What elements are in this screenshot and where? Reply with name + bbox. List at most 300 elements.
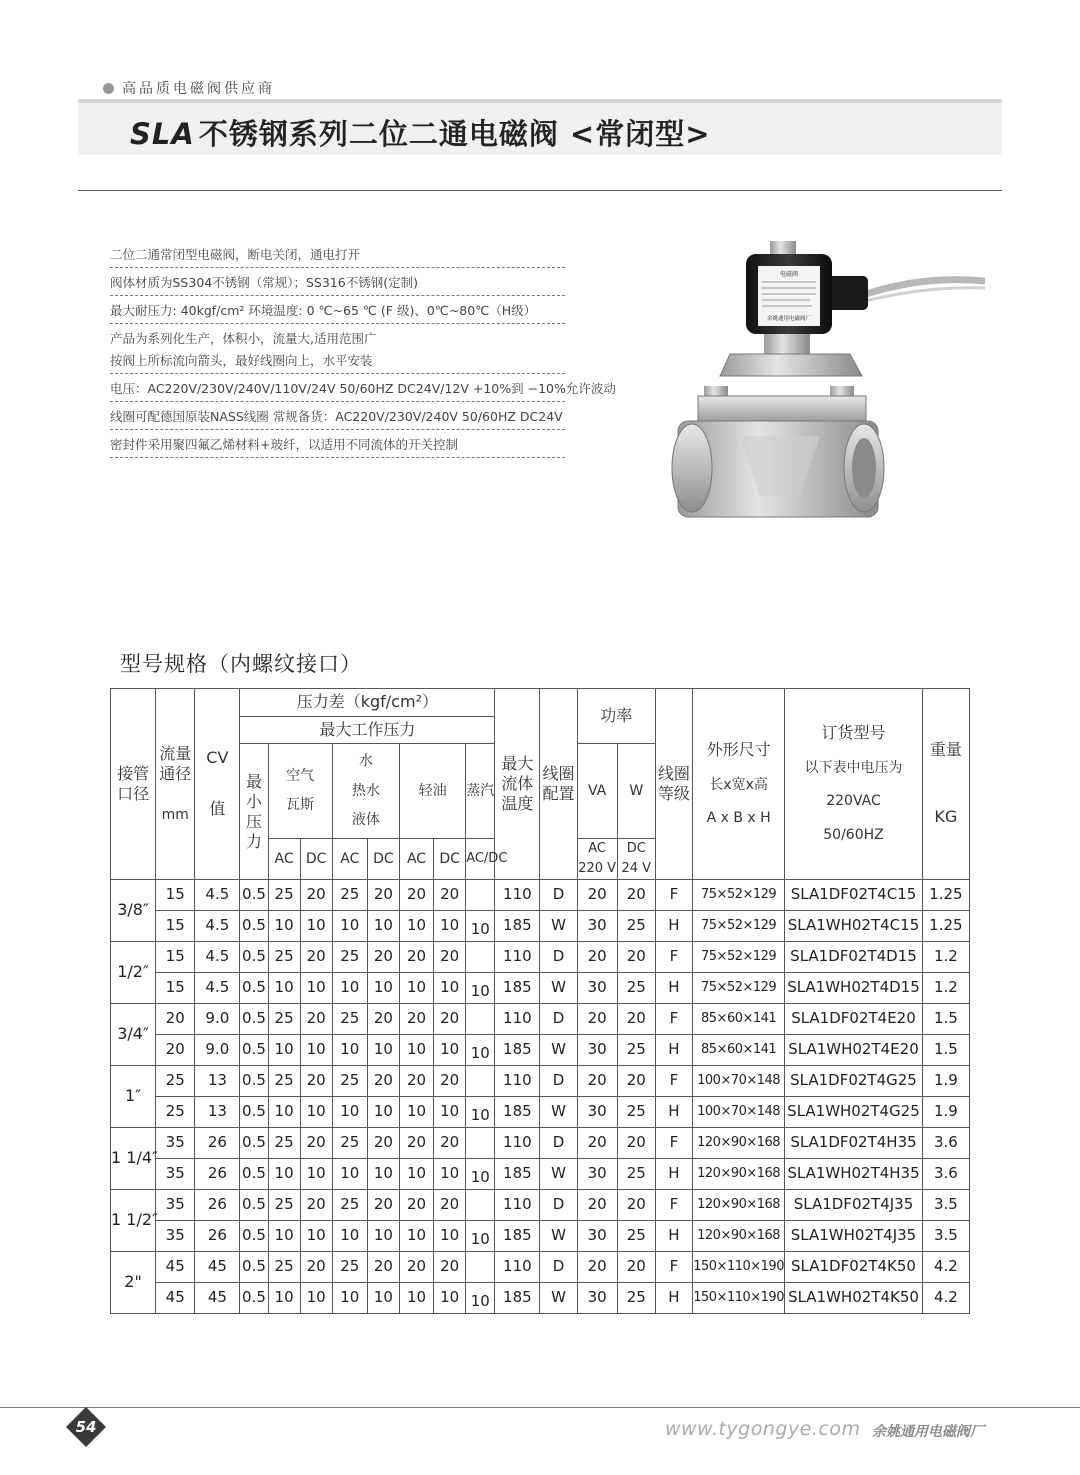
header-hot-water: 热水: [351, 782, 380, 799]
page-number-badge: [64, 1405, 108, 1449]
cell-coil-config: D: [540, 942, 577, 973]
cell-power-va: 20: [577, 1004, 617, 1035]
cell-order-model: SLA1WH02T4K50: [785, 1283, 922, 1314]
cell-water-dc: 20: [367, 1128, 399, 1159]
cell-water-ac: 10: [332, 1097, 367, 1128]
cell-coil-grade: F: [655, 1252, 692, 1283]
cell-power-w: 25: [617, 911, 655, 942]
cell-air-dc: 20: [300, 1066, 332, 1097]
cell-power-va: 20: [577, 1252, 617, 1283]
cell-water-dc: 10: [367, 1159, 399, 1190]
cell-cv-value: 26: [195, 1128, 240, 1159]
cell-oil-ac: 10: [399, 973, 433, 1004]
cell-oil-ac: 10: [399, 1221, 433, 1252]
cell-oil-dc: 20: [434, 1066, 466, 1097]
page-number: 54: [75, 1418, 97, 1436]
cell-air-ac: 10: [268, 1283, 300, 1314]
cell-water-ac: 10: [332, 973, 367, 1004]
cell-air-ac: 25: [268, 1004, 300, 1035]
cell-min-pressure: 0.5: [240, 880, 268, 911]
cell-power-w: 20: [617, 1190, 655, 1221]
cell-coil-grade: F: [655, 1066, 692, 1097]
table-row: [111, 942, 970, 973]
cell-water-ac: 25: [332, 1066, 367, 1097]
header-ac: AC: [332, 839, 367, 880]
cell-max-temp: 110: [495, 1252, 540, 1283]
cell-weight: 1.25: [922, 911, 969, 942]
cell-min-pressure: 0.5: [240, 1159, 268, 1190]
cell-water-dc: 10: [367, 973, 399, 1004]
cell-power-va: 20: [577, 942, 617, 973]
cell-order-model: SLA1DF02T4J35: [785, 1190, 922, 1221]
cell-air-dc: 10: [300, 973, 332, 1004]
cell-coil-config: D: [540, 880, 577, 911]
cell-steam: 10: [466, 1221, 495, 1252]
cell-air-ac: 10: [268, 911, 300, 942]
cell-water-dc: 10: [367, 1035, 399, 1066]
header-max-working-pressure: 最大工作压力: [240, 717, 495, 744]
table-row: [111, 1159, 970, 1190]
cell-cv-value: 13: [195, 1097, 240, 1128]
cell-oil-dc: 10: [434, 1221, 466, 1252]
cell-max-temp: 185: [495, 911, 540, 942]
cell-oil-dc: 10: [434, 1283, 466, 1314]
cell-oil-dc: 20: [434, 1190, 466, 1221]
cell-oil-ac: 10: [399, 1097, 433, 1128]
cell-water-ac: 10: [332, 1283, 367, 1314]
bullet-dot-icon: [103, 83, 114, 94]
cell-steam: [466, 942, 495, 973]
cell-min-pressure: 0.5: [240, 1128, 268, 1159]
cell-flow-diameter: 15: [156, 973, 195, 1004]
cell-cv-value: 26: [195, 1190, 240, 1221]
cell-weight: 4.2: [922, 1252, 969, 1283]
cell-coil-config: W: [540, 911, 577, 942]
cell-coil-config: D: [540, 1190, 577, 1221]
header-dc: DC: [367, 839, 399, 880]
cell-coil-grade: H: [655, 973, 692, 1004]
table-row: [111, 1035, 970, 1066]
cell-cv-value: 26: [195, 1221, 240, 1252]
table-row: [111, 880, 970, 911]
cell-flow-diameter: 15: [156, 942, 195, 973]
cell-power-va: 30: [577, 1283, 617, 1314]
cell-water-dc: 10: [367, 1097, 399, 1128]
cell-pipe-size: 1/2″: [111, 942, 156, 1004]
header-dims-sub2: A x B x H: [706, 810, 771, 827]
header-air: 空气: [286, 767, 315, 784]
cell-dimensions: 150×110×190: [692, 1252, 784, 1283]
cell-coil-config: D: [540, 1128, 577, 1159]
header-power: 功率: [577, 689, 655, 744]
cell-steam: [466, 1128, 495, 1159]
cell-water-dc: 20: [367, 942, 399, 973]
cell-power-va: 30: [577, 1221, 617, 1252]
cell-cv-value: 4.5: [195, 911, 240, 942]
cell-oil-ac: 20: [399, 1190, 433, 1221]
header-pipe-size: 接管口径: [111, 689, 156, 880]
cell-water-dc: 20: [367, 1066, 399, 1097]
header-flow-unit: mm: [161, 806, 189, 823]
footer-url[interactable]: www.tygongye.com: [665, 1418, 861, 1440]
cell-oil-ac: 20: [399, 880, 433, 911]
cell-flow-diameter: 15: [156, 880, 195, 911]
cell-air-ac: 10: [268, 1097, 300, 1128]
header-water: [332, 744, 399, 839]
cell-air-ac: 25: [268, 1066, 300, 1097]
cell-dimensions: 150×110×190: [692, 1283, 784, 1314]
cell-pipe-size: 2": [111, 1252, 156, 1314]
cell-water-dc: 20: [367, 1004, 399, 1035]
cell-air-dc: 20: [300, 1190, 332, 1221]
cell-oil-ac: 20: [399, 1004, 433, 1035]
cell-dimensions: 120×90×168: [692, 1159, 784, 1190]
table-row: [111, 1066, 970, 1097]
cell-dimensions: 100×70×148: [692, 1097, 784, 1128]
cell-oil-ac: 10: [399, 1035, 433, 1066]
cell-min-pressure: 0.5: [240, 973, 268, 1004]
header-ac: AC: [268, 839, 300, 880]
cell-air-dc: 10: [300, 1283, 332, 1314]
cell-power-w: 25: [617, 1221, 655, 1252]
cell-cv-value: 13: [195, 1066, 240, 1097]
cell-water-ac: 25: [332, 1004, 367, 1035]
cell-oil-ac: 20: [399, 1066, 433, 1097]
header-divider: [78, 190, 1002, 191]
cell-power-va: 20: [577, 880, 617, 911]
cell-max-temp: 110: [495, 1128, 540, 1159]
cell-power-w: 25: [617, 1035, 655, 1066]
cell-coil-config: D: [540, 1066, 577, 1097]
cell-water-ac: 10: [332, 911, 367, 942]
cell-min-pressure: 0.5: [240, 942, 268, 973]
cell-power-va: 20: [577, 1128, 617, 1159]
header-dc: DC: [300, 839, 332, 880]
cell-min-pressure: 0.5: [240, 1066, 268, 1097]
cell-max-temp: 110: [495, 1004, 540, 1035]
solenoid-valve-image: [660, 236, 990, 536]
cell-steam: [466, 1066, 495, 1097]
coil-label-title: 电磁阀: [779, 271, 799, 278]
cell-coil-config: D: [540, 1004, 577, 1035]
cell-coil-grade: H: [655, 1097, 692, 1128]
header-order-model: [785, 689, 922, 880]
cell-dimensions: 120×90×168: [692, 1221, 784, 1252]
cell-water-dc: 10: [367, 1221, 399, 1252]
cell-coil-config: W: [540, 973, 577, 1004]
header-dims-sub1: 长x宽x高: [709, 776, 768, 793]
cell-weight: 3.5: [922, 1190, 969, 1221]
cell-order-model: SLA1DF02T4K50: [785, 1252, 922, 1283]
footer-company: 余姚通用电磁阀厂: [872, 1424, 984, 1440]
cell-oil-dc: 20: [434, 942, 466, 973]
cell-min-pressure: 0.5: [240, 1097, 268, 1128]
cell-power-va: 30: [577, 1035, 617, 1066]
table-row: [111, 1128, 970, 1159]
cell-air-ac: 10: [268, 973, 300, 1004]
cell-air-ac: 10: [268, 1221, 300, 1252]
cell-water-dc: 10: [367, 911, 399, 942]
cell-air-dc: 10: [300, 1035, 332, 1066]
cell-power-w: 20: [617, 1128, 655, 1159]
header-cv: [195, 689, 240, 880]
cell-cv-value: 4.5: [195, 942, 240, 973]
header-weight-text: 重量: [929, 740, 962, 759]
cell-order-model: SLA1DF02T4D15: [785, 942, 922, 973]
cell-coil-grade: H: [655, 1221, 692, 1252]
cell-power-w: 20: [617, 1066, 655, 1097]
cell-coil-config: W: [540, 1097, 577, 1128]
cell-oil-ac: 20: [399, 942, 433, 973]
cell-order-model: SLA1WH02T4G25: [785, 1097, 922, 1128]
cell-flow-diameter: 15: [156, 911, 195, 942]
cell-air-ac: 25: [268, 1252, 300, 1283]
cell-weight: 1.5: [922, 1004, 969, 1035]
cell-order-model: SLA1DF02T4G25: [785, 1066, 922, 1097]
header-pressure-diff: 压力差（kgf/cm²）: [240, 689, 495, 717]
cell-flow-diameter: 35: [156, 1159, 195, 1190]
header-liquid: 液体: [351, 812, 380, 829]
cell-cv-value: 26: [195, 1159, 240, 1190]
cell-coil-grade: H: [655, 911, 692, 942]
cell-flow-diameter: 25: [156, 1066, 195, 1097]
cell-water-dc: 10: [367, 1283, 399, 1314]
table-row: [111, 1097, 970, 1128]
cell-power-va: 20: [577, 1190, 617, 1221]
cell-coil-config: W: [540, 1283, 577, 1314]
cell-max-temp: 185: [495, 1097, 540, 1128]
cell-water-dc: 20: [367, 1252, 399, 1283]
cell-cv-value: 9.0: [195, 1004, 240, 1035]
cell-pipe-size: 3/4″: [111, 1004, 156, 1066]
cell-air-dc: 20: [300, 1004, 332, 1035]
cell-steam: 10: [466, 1035, 495, 1066]
cell-oil-dc: 10: [434, 1159, 466, 1190]
cell-air-dc: 10: [300, 911, 332, 942]
cell-cv-value: 45: [195, 1283, 240, 1314]
cell-air-dc: 20: [300, 1252, 332, 1283]
footer-divider: [0, 1407, 1080, 1408]
header-flow-diameter: [156, 689, 195, 880]
description-line: 二位二通常闭型电磁阀，断电关闭，通电打开: [110, 244, 565, 268]
header-cv-text: CV: [206, 748, 229, 768]
cell-coil-grade: F: [655, 1128, 692, 1159]
cell-air-ac: 10: [268, 1159, 300, 1190]
header-steam: 蒸汽: [466, 744, 495, 839]
cell-max-temp: 185: [495, 973, 540, 1004]
cell-order-model: SLA1WH02T4D15: [785, 973, 922, 1004]
cell-water-ac: 10: [332, 1035, 367, 1066]
cell-min-pressure: 0.5: [240, 1283, 268, 1314]
header-order-sub2: 220VAC: [826, 793, 881, 810]
cell-coil-grade: H: [655, 1159, 692, 1190]
cell-power-w: 20: [617, 942, 655, 973]
cell-max-temp: 185: [495, 1221, 540, 1252]
cell-max-temp: 110: [495, 880, 540, 911]
description-line: 最大耐压力: 40kgf/cm² 环境温度: 0 ℃~65 ℃ (F 级)、0℃~80℃（H级）: [110, 300, 565, 324]
cell-air-ac: 25: [268, 1128, 300, 1159]
cell-coil-config: W: [540, 1221, 577, 1252]
cell-steam: [466, 880, 495, 911]
header-coil-grade: 线圈等级: [655, 689, 692, 880]
coil-label-maker: 余姚通用电磁阀厂: [766, 316, 812, 322]
cell-order-model: SLA1DF02T4H35: [785, 1128, 922, 1159]
cell-air-dc: 20: [300, 880, 332, 911]
header-light-oil: 轻油: [399, 744, 465, 839]
cell-oil-dc: 10: [434, 973, 466, 1004]
header-w: W: [617, 744, 655, 839]
cell-order-model: SLA1WH02T4C15: [785, 911, 922, 942]
cell-coil-grade: F: [655, 1004, 692, 1035]
cell-air-ac: 10: [268, 1035, 300, 1066]
section-title: 型号规格（内螺纹接口）: [120, 652, 362, 676]
cell-weight: 1.2: [922, 942, 969, 973]
cell-weight: 3.6: [922, 1159, 969, 1190]
header-flow-text: 流量通径: [159, 743, 192, 783]
cell-min-pressure: 0.5: [240, 1252, 268, 1283]
cell-steam: [466, 1004, 495, 1035]
description-line: 按阀上所标流向箭头，最好线圈向上，水平安装: [110, 350, 565, 374]
cell-flow-diameter: 25: [156, 1097, 195, 1128]
cell-power-va: 30: [577, 1097, 617, 1128]
cell-cv-value: 45: [195, 1252, 240, 1283]
cell-flow-diameter: 35: [156, 1190, 195, 1221]
header-va-sub: AC 220 V: [577, 839, 617, 880]
header-ac: AC: [399, 839, 433, 880]
table-row: [111, 1221, 970, 1252]
cell-water-ac: 10: [332, 1159, 367, 1190]
cell-dimensions: 75×52×129: [692, 911, 784, 942]
description-line: 电压：AC220V/230V/240V/110V/24V 50/60HZ DC24V/12V +10%到 −10%允许波动: [110, 378, 565, 402]
title-brand: SLA: [130, 117, 195, 151]
cell-dimensions: 100×70×148: [692, 1066, 784, 1097]
cell-order-model: SLA1DF02T4E20: [785, 1004, 922, 1035]
cell-max-temp: 110: [495, 1190, 540, 1221]
cell-water-dc: 20: [367, 1190, 399, 1221]
header-min-pressure: 最小压力: [240, 744, 268, 880]
cell-order-model: SLA1WH02T4J35: [785, 1221, 922, 1252]
header-dimensions: [692, 689, 784, 880]
header-weight-unit: KG: [934, 807, 958, 827]
spec-table: [110, 688, 970, 1314]
product-description: [110, 244, 616, 462]
cell-dimensions: 75×52×129: [692, 942, 784, 973]
cell-oil-ac: 20: [399, 1128, 433, 1159]
cell-weight: 1.9: [922, 1097, 969, 1128]
cell-flow-diameter: 35: [156, 1221, 195, 1252]
header-w-sub: DC 24 V: [617, 839, 655, 880]
cell-max-temp: 185: [495, 1035, 540, 1066]
cell-weight: 1.9: [922, 1066, 969, 1097]
cell-coil-grade: F: [655, 880, 692, 911]
cell-flow-diameter: 20: [156, 1035, 195, 1066]
cell-steam: [466, 1190, 495, 1221]
cell-pipe-size: 1 1/2″: [111, 1190, 156, 1252]
header-order-text: 订货型号: [821, 723, 886, 743]
cell-power-w: 25: [617, 1097, 655, 1128]
cell-max-temp: 110: [495, 1066, 540, 1097]
cell-air-dc: 20: [300, 1128, 332, 1159]
description-line: 密封件采用聚四氟乙烯材料+玻纤，以适用不同流体的开关控制: [110, 434, 565, 458]
cell-steam: 10: [466, 1159, 495, 1190]
cell-steam: 10: [466, 911, 495, 942]
cell-coil-config: W: [540, 1159, 577, 1190]
cell-weight: 1.5: [922, 1035, 969, 1066]
header-steam-acdc: AC/DC: [466, 839, 495, 880]
cell-water-ac: 10: [332, 1221, 367, 1252]
cell-power-va: 20: [577, 1066, 617, 1097]
cell-power-w: 25: [617, 973, 655, 1004]
cell-air-dc: 10: [300, 1221, 332, 1252]
cell-pipe-size: 1″: [111, 1066, 156, 1128]
cell-min-pressure: 0.5: [240, 1190, 268, 1221]
cell-oil-ac: 10: [399, 911, 433, 942]
cell-air-ac: 25: [268, 880, 300, 911]
cell-weight: 3.5: [922, 1221, 969, 1252]
table-row: [111, 1252, 970, 1283]
cell-steam: 10: [466, 973, 495, 1004]
header-dc: DC: [434, 839, 466, 880]
table-row: [111, 1283, 970, 1314]
cell-dimensions: 75×52×129: [692, 973, 784, 1004]
cell-pipe-size: 3/8″: [111, 880, 156, 942]
cell-power-w: 25: [617, 1283, 655, 1314]
cell-dimensions: 75×52×129: [692, 880, 784, 911]
cell-max-temp: 110: [495, 942, 540, 973]
cell-oil-dc: 20: [434, 1128, 466, 1159]
table-row: [111, 973, 970, 1004]
cell-power-w: 25: [617, 1159, 655, 1190]
cell-order-model: SLA1WH02T4H35: [785, 1159, 922, 1190]
cell-power-va: 30: [577, 973, 617, 1004]
cell-power-w: 20: [617, 1004, 655, 1035]
cell-coil-grade: H: [655, 1283, 692, 1314]
cell-dimensions: 85×60×141: [692, 1035, 784, 1066]
cell-air-ac: 25: [268, 942, 300, 973]
cell-weight: 1.25: [922, 880, 969, 911]
cell-weight: 1.2: [922, 973, 969, 1004]
cell-oil-ac: 10: [399, 1283, 433, 1314]
header-dims-text: 外形尺寸: [706, 740, 771, 759]
cell-order-model: SLA1DF02T4C15: [785, 880, 922, 911]
cell-oil-dc: 10: [434, 911, 466, 942]
cell-water-dc: 20: [367, 880, 399, 911]
table-row: [111, 1190, 970, 1221]
header-order-sub1: 以下表中电压为: [804, 759, 903, 776]
table-row: [111, 1004, 970, 1035]
cell-coil-config: D: [540, 1252, 577, 1283]
tagline-text: 高品质电磁阀供应商: [122, 81, 275, 97]
cell-oil-dc: 20: [434, 880, 466, 911]
header-va: VA: [577, 744, 617, 839]
cell-cv-value: 4.5: [195, 880, 240, 911]
cell-flow-diameter: 20: [156, 1004, 195, 1035]
cell-cv-value: 4.5: [195, 973, 240, 1004]
cell-water-ac: 25: [332, 1190, 367, 1221]
cell-min-pressure: 0.5: [240, 1221, 268, 1252]
header-max-temp: 最大流体温度: [495, 689, 540, 880]
cell-power-va: 30: [577, 1159, 617, 1190]
cell-air-dc: 10: [300, 1097, 332, 1128]
cell-dimensions: 85×60×141: [692, 1004, 784, 1035]
cell-order-model: SLA1WH02T4E20: [785, 1035, 922, 1066]
cell-power-va: 30: [577, 911, 617, 942]
cell-steam: 10: [466, 1097, 495, 1128]
cell-max-temp: 185: [495, 1159, 540, 1190]
cell-min-pressure: 0.5: [240, 1035, 268, 1066]
cell-oil-ac: 10: [399, 1159, 433, 1190]
cell-coil-grade: H: [655, 1035, 692, 1066]
